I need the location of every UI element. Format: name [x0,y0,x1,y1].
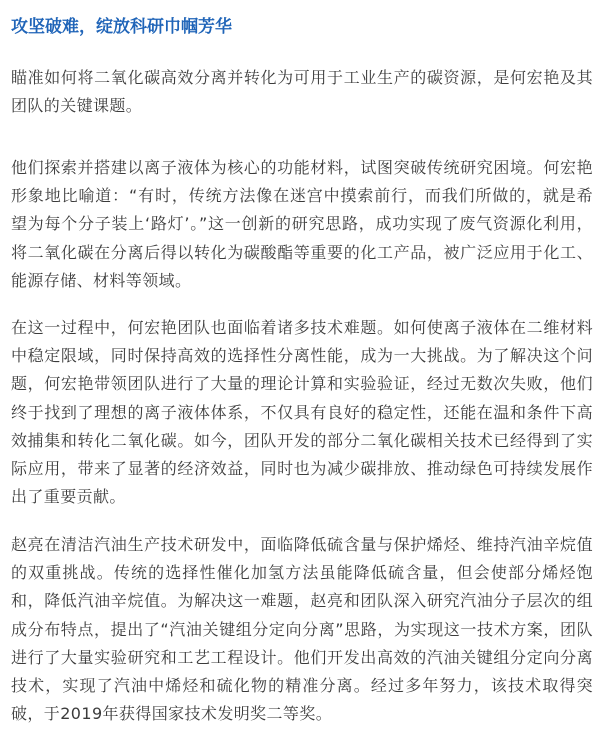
paragraph-co2-goal: 瞄准如何将二氧化碳高效分离并转化为可用于工业生产的碳资源，是何宏艳及其团队的关键课题。 [11,68,593,116]
article-title: 攻坚破难，绽放科研巾帼芳华 [11,17,232,37]
paragraph-ionic-liquid-research: 他们探索并搭建以离子液体为核心的功能材料，试图突破传统研究困境。何宏艳形象地比喻道：“有时，传统方法像在迷宫中摸索前行，而我们所做的，就是希望为每个分子装上‘路灯’。”这一创新的研究思路，成功实现了废气资源化利用，将二氧化碳在分离后得以转化为碳酸酯等重要的化工产品，被广泛应用于化工、能源存储、材料等领域。 [11,158,593,290]
paragraph-clean-gasoline: 赵亮在清洁汽油生产技术研发中，面临降低硫含量与保护烯烃、维持汽油辛烷值的双重挑战。传统的选择性催化加氢方法虽能降低硫含量，但会使部分烯烃饱和，降低汽油辛烷值。为解决这一难题，赵亮和团队深入研究汽油分子层次的组成分布特点，提出了“汽油关键组分定向分离”思路，为实现这一技术方案，团队进行了大量实验研究和工艺工程设计。他们开发出高效的汽油关键组分定向分离技术，实现了汽油中烯烃和硫化物的精准分离。经过多年努力，该技术取得突破，于2019年获得国家技术发明奖二等奖。 [11,535,593,724]
paragraph-technical-challenges: 在这一过程中，何宏艳团队也面临着诸多技术难题。如何使离子液体在二维材料中稳定限域，同时保持高效的选择性分离性能，成为一大挑战。为了解决这个问题，何宏艳带领团队进行了大量的理论计算和实验验证，经过无数次失败，他们终于找到了理想的离子液体体系，不仅具有良好的稳定性，还能在温和条件下高效捕集和转化二氧化碳。如今，团队开发的部分二氧化碳相关技术已经得到了实际应用，带来了显著的经济效益，同时也为减少碳排放、推动绿色可持续发展作出了重要贡献。 [11,318,593,507]
